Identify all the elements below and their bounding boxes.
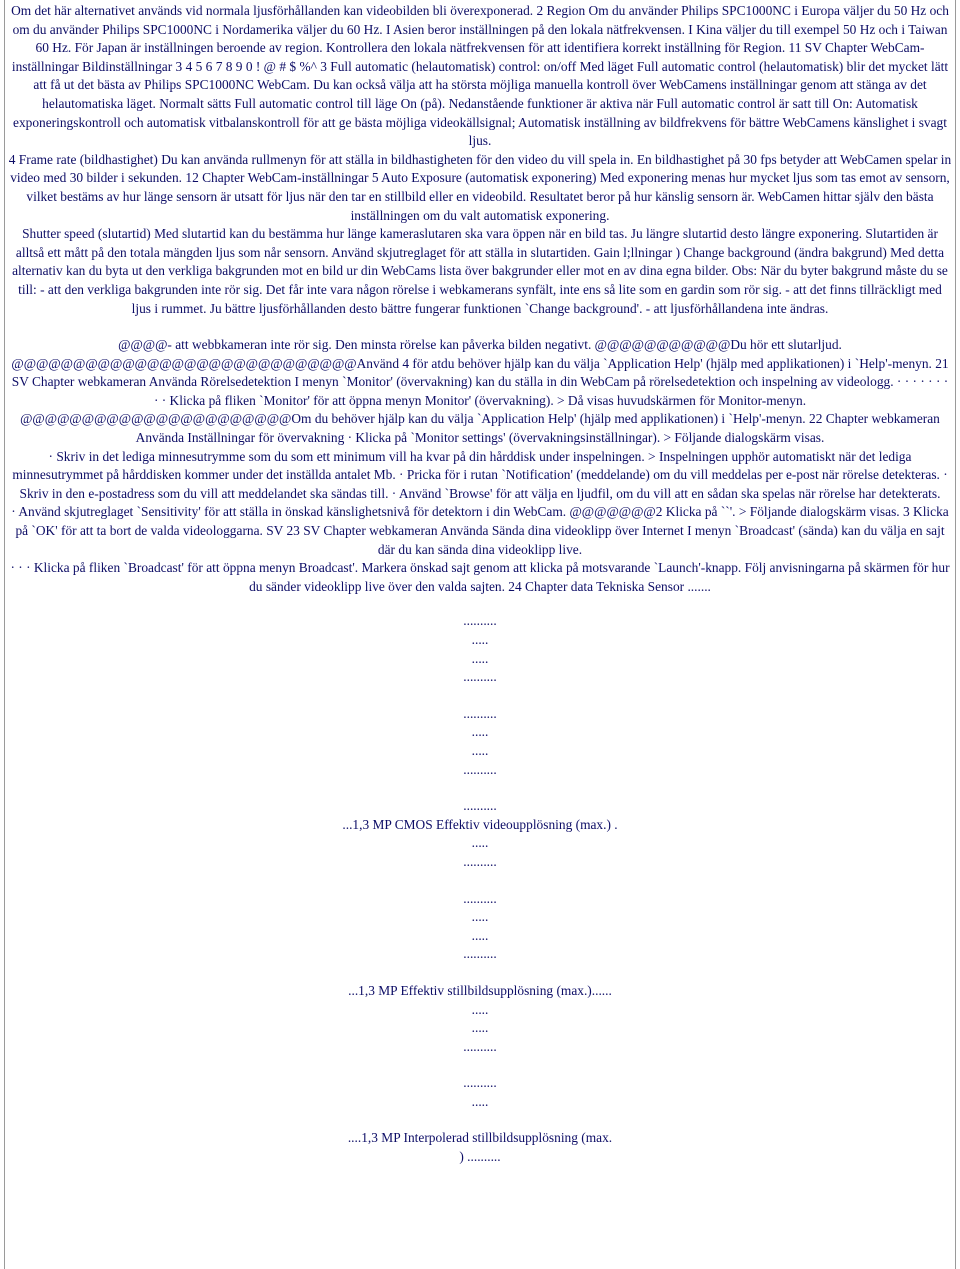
- leader-dots: ..........: [463, 853, 497, 869]
- leader-dots: ..........: [463, 613, 497, 629]
- leader-dots: ..........: [463, 1038, 497, 1054]
- leader-dots: ..........: [463, 946, 497, 962]
- leader-dots: ..........: [463, 761, 497, 777]
- paragraph: · · · Klicka på fliken `Broadcast' för att öppna menyn Broadcast'. Markera önskad sajt genom att klicka på motsvarande `Launch'-knapp. Följ anvisningarna på skärmen för hur du sänder videoklipp live över den valda sajten. 24 Chapter data Tekniska Sensor .......: [10, 560, 950, 594]
- leader-dots: .....: [471, 909, 489, 925]
- top-text-block: [5, 0, 955, 596]
- leader-dots: ..........: [463, 798, 497, 814]
- spec-interpolated-resolution: ....1,3 MP Interpolerad stillbildsupplösning (max.: [347, 1130, 613, 1146]
- spec-video-resolution: ...1,3 MP CMOS Effektiv videoupplösning (max.) .: [342, 816, 618, 832]
- leader-dots: .....: [471, 742, 489, 758]
- leader-dots-group-c: [5, 1001, 955, 1112]
- leader-dots: .....: [471, 1093, 489, 1109]
- leader-dots: ..........: [463, 705, 497, 721]
- leader-dots: .....: [471, 650, 489, 666]
- leader-dots-group-a: [5, 612, 955, 815]
- leader-dots: .....: [471, 632, 489, 647]
- leader-dots: ..........: [463, 890, 497, 906]
- paragraph: @@@@- att webbkameran inte rör sig. Den minsta rörelse kan påverka bilden negativt. @@@@@@@@@@@Du hör ett slutarljud. @@@@@@@@@@@@@@@@@@@@@@@@@@@@Använd 4 för atdu behöver hjälp kan du välja `Application Help' (hjälp med applikationen) i `Help'-menyn. 21 SV Chapter webkameran Använda Rörelsedetektion I menyn `Monitor' (övervakning) kan du ställa in din WebCam på rörelsedetektion och inspelning av videologg. · · · · · · · · · Klicka på fliken `Monitor' för att öppna menyn Monitor' (övervakning). > Då visas huvudskärmen för Monitor-menyn. @@@@@@@@@@@@@@@@@@@@@@Om du behöver hjälp kan du välja `Application Help' (hjälp med applikationen) i `Help'-menyn. 22 Chapter webkameran Använda Inställningar för övervakning · Klicka på `Monitor settings' (övervakningsinställningar). > Följande dialogskärm visas.: [11, 337, 949, 446]
- paragraph: Shutter speed (slutartid) Med slutartid kan du bestämma hur länge kameraslutaren ska vara öppen när en bild tas. Ju längre slutartid desto längre exponering. Slutartiden är alltså ett mått på den totala mängden ljus som når sensorn. Använd skjutreglaget för att ställa in slutartiden. Gain l;llningar ) Change background (ändra bakgrund) Med detta alternativ kan du byta ut den verkliga bakgrunden mot en bild ur din WebCams lista över bakgrunder eller mot en av dina egna bilder. Obs: När du byter bakgrund måste du se till: - att den verkliga bakgrunden inte rör sig. Det får inte vara någon rörelse i webkamerans synfält, inte ens så lite som en gardin som rör sig. - att det finns tillräckligt med ljus i rummet. Ju bättre ljusförhållanden desto bättre fungerar funktionen `Change background'. - att ljusförhållandena inte ändras.: [12, 226, 948, 316]
- leader-dots: .....: [471, 724, 489, 740]
- leader-dots: ..........: [463, 669, 497, 685]
- spacer: [8, 318, 952, 336]
- leader-dots: ..........: [463, 1075, 497, 1091]
- paragraph: · Använd skjutreglaget `Sensitivity' för att ställa in önskad känslighetsnivå för detektorn i din WebCam. @@@@@@@2 Klicka på ``'. > Följande dialogskärm visas. 3 Klicka på `OK' för att ta bort de valda videologgarna. SV 23 SV Chapter webkameran Använda Sända dina videoklipp över Internet I menyn `Broadcast' (sända) kan du välja en sajt där du kan sända dina videoklipp live.: [11, 504, 949, 557]
- leader-dots: .....: [471, 835, 489, 851]
- leader-dots: .....: [471, 927, 489, 943]
- leader-dots: .....: [471, 1020, 489, 1036]
- document-page: [4, 0, 956, 1269]
- spec-interpolated-tail: ) ..........: [459, 1149, 501, 1165]
- leader-dots-group-b: [5, 834, 955, 964]
- leader-dots: .....: [471, 1001, 489, 1017]
- paragraph: 4 Frame rate (bildhastighet) Du kan använda rullmenyn för att ställa in bildhastigheten för den video du vill spela in. En bildhastighet på 30 fps betyder att WebCamen spelar in video med 30 bilder i sekunden. 12 Chapter WebCam-inställningar 5 Auto Exposure (automatisk exponering) Med exponering menas hur mycket ljus som tas emot av sensorn, vilket bestäms av hur länge sensorn är utsatt för ljus när den tar en stillbild eller en videobild. Resultatet beror på hur känslig sensorn är. WebCamen hittar själv den bästa inställningen om du valt automatisk exponering.: [8, 151, 952, 223]
- paragraph: Om det här alternativet används vid normala ljusförhållanden kan videobilden bli överexponerad. 2 Region Om du använder Philips SPC1000NC i Europa väljer du 50 Hz och om du använder Philips SPC1000NC i Nordamerika väljer du 60 Hz. I Asien beror inställningen på den lokala nätfrekvensen. I Kina väljer du till exempel 50 Hz och i Taiwan 60 Hz. För Japan är inställningen beroende av region. Kontrollera den lokala nätfrekvensen för att identifiera korrekt inställning för Region. 11 SV Chapter WebCam-inställningar Bildinställningar 3 4 5 6 7 8 9 0 ! @ # $ %^ 3 Full automatic (helautomatisk) control: on/off Med läget Full automatic control (helautomatisk) blir det mycket lätt att få ut det bästa av Philips SPC1000NC WebCam. Du kan också välja att ha största möjliga manuella kontroll över WebCamens inställningar genom att stänga av det helautomatiska läget. Normalt sätts Full automatic control till läge On (på). Nedanstående funktioner är aktiva när Full automatic control är satt till On: Automatisk exponeringskontroll och automatisk vitbalanskontroll för att ge bästa möjliga videokällsignal; Automatisk inställning av bildfrekvens för bättre WebCamens känslighet i svagt ljus.: [11, 3, 949, 149]
- paragraph: · Skriv in det lediga minnesutrymme som du som ett minimum vill ha kvar på din hårddisk under inspelningen. > Inspelningen upphör automatiskt när det lediga minnesutrymmet på hårddisken kommer under det inställda antalet Mb. · Pricka för i rutan `Notification' (meddelande) om du vill meddelas per e-post när rörelse detekteras. · Skriv in den e-postadress som du vill att meddelandet ska sändas till. · Använd `Browse' för att välja en ljudfil, om du vill att en sådan ska spelas när rörelse har detekterats.: [12, 448, 948, 501]
- spec-still-resolution: ...1,3 MP Effektiv stillbildsupplösning (max.)......: [348, 982, 612, 998]
